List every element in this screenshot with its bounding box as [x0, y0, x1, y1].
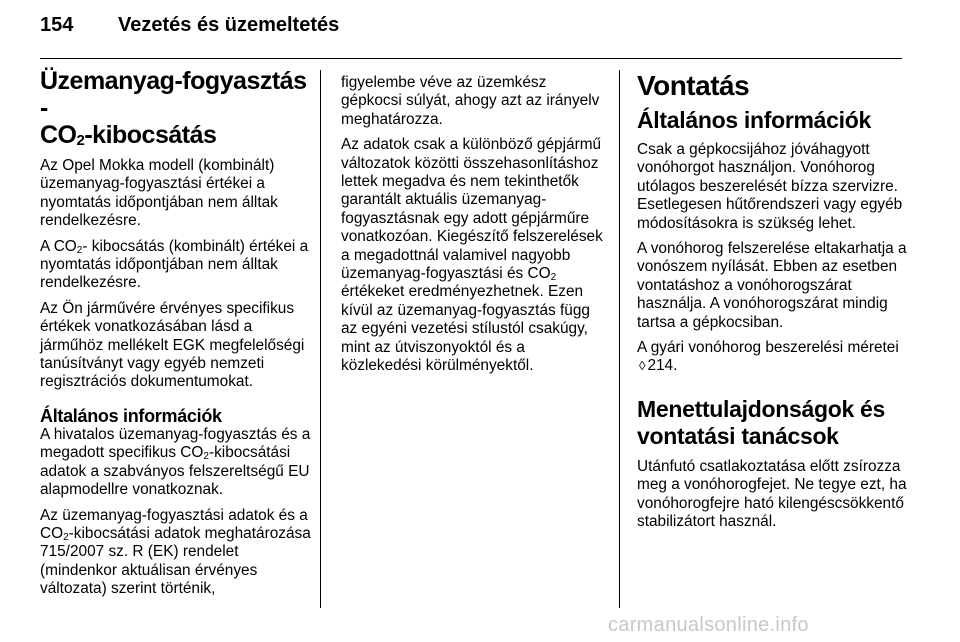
page-header: [40, 14, 920, 40]
column-3: [637, 70, 907, 532]
header-rule: [40, 58, 902, 59]
chapter-title: Vezetés és üzemeltetés: [118, 14, 340, 36]
page-reference-link[interactable]: 214.: [647, 357, 678, 375]
section-heading-towing: Vontatás: [637, 70, 750, 101]
column-divider-1: [320, 70, 321, 608]
column-1: [40, 68, 316, 599]
paragraph: Utánfutó csatlakoztatása előtt zsírozza meg a vonóhorogfejet. Ne tegye ezt, ha vonóhorogfejre ható kilengéscsökkentő stabilizátort használ.: [637, 457, 907, 531]
section-heading-fuel-consumption: Üzemanyag-fogyasztás - $CO_2$-kibocsátás: [40, 67, 307, 149]
paragraph: A vonóhorog felszerelése eltakarhatja a vonószem nyílását. Ebben az esetben vontatáshoz a vonóhorogszárat használja. A vonóhorogszárat mindig tartsa a gépkocsiban.: [637, 240, 907, 331]
subheading-general-info: Általános információk: [637, 107, 871, 133]
paragraph: Az adatok csak a különböző gépjármű változatok közötti összehasonlításhoz lettek megadva és nem tekinthetők garantált aktuális üzemanyag-fogyasztásnak egy adott gépjárműre vonatkozóan. Kiegészítő felszerelések a megadottnál valamivel nagyobb üzemanyag-fogyasztási és $CO_2$ értékeket eredményezhetnek. Ezen kívül az üzemanyag-fogyasztás függ az egyéni vezetési stílustól csakúgy, mint az útviszonyoktól és a közlekedési körülményektől.: [341, 136, 603, 375]
subheading-general-info: Általános információk: [40, 405, 222, 426]
paragraph: Az Opel Mokka modell (kombinált) üzemanyag-fogyasztási értékei a nyomtatás időpontjában nem álltak rendelkezésre.: [40, 157, 278, 230]
subheading-driving-characteristics: Menettulajdonságok és vontatási tanácsok: [637, 395, 886, 449]
column-2: [341, 74, 609, 376]
paragraph: Az üzemanyag-fogyasztási adatok és a $CO_2$-kibocsátási adatok meghatározása 715/2007 sz. R (EK) rendelet (mindenkor aktuálisan érvényes változata) szerint történik,: [40, 506, 311, 598]
page-number: 154: [40, 14, 74, 36]
paragraph: Csak a gépkocsijához jóváhagyott vonóhorgot használjon. Vonóhorog utólagos beszerelését bízza szervizre. Esetlegesen hűtőrendszeri vagy egyéb módosításokra is szükség lehet.: [637, 141, 903, 232]
page-reference-arrow-icon: ◊: [639, 358, 646, 374]
paragraph: Az Ön járművére érvényes specifikus értékek vonatkozásában lásd a járműhöz mellékelt EGK megfelelőségi tanúsítványt vagy egyéb nemzeti regisztrációs dokumentumokat.: [40, 299, 305, 391]
paragraph: A gyári vonóhorog beszerelési méretei ◊ 214.: [637, 339, 899, 375]
watermark: carmanualsonline.info: [608, 614, 809, 636]
paragraph: A hivatalos üzemanyag-fogyasztás és a megadott specifikus $CO_2$-kibocsátási adatok a szabványos felszereltségű EU alapmodellre vonatkoznak.: [40, 425, 311, 499]
paragraph: figyelembe véve az üzemkész gépkocsi súlyát, ahogy azt az irányelv meghatározza.: [341, 74, 600, 128]
column-divider-2: [619, 70, 620, 608]
paragraph: A $CO_2-$ kibocsátás (kombinált) értékei a nyomtatás időpontjában nem álltak rendelkezésre.: [40, 237, 309, 292]
